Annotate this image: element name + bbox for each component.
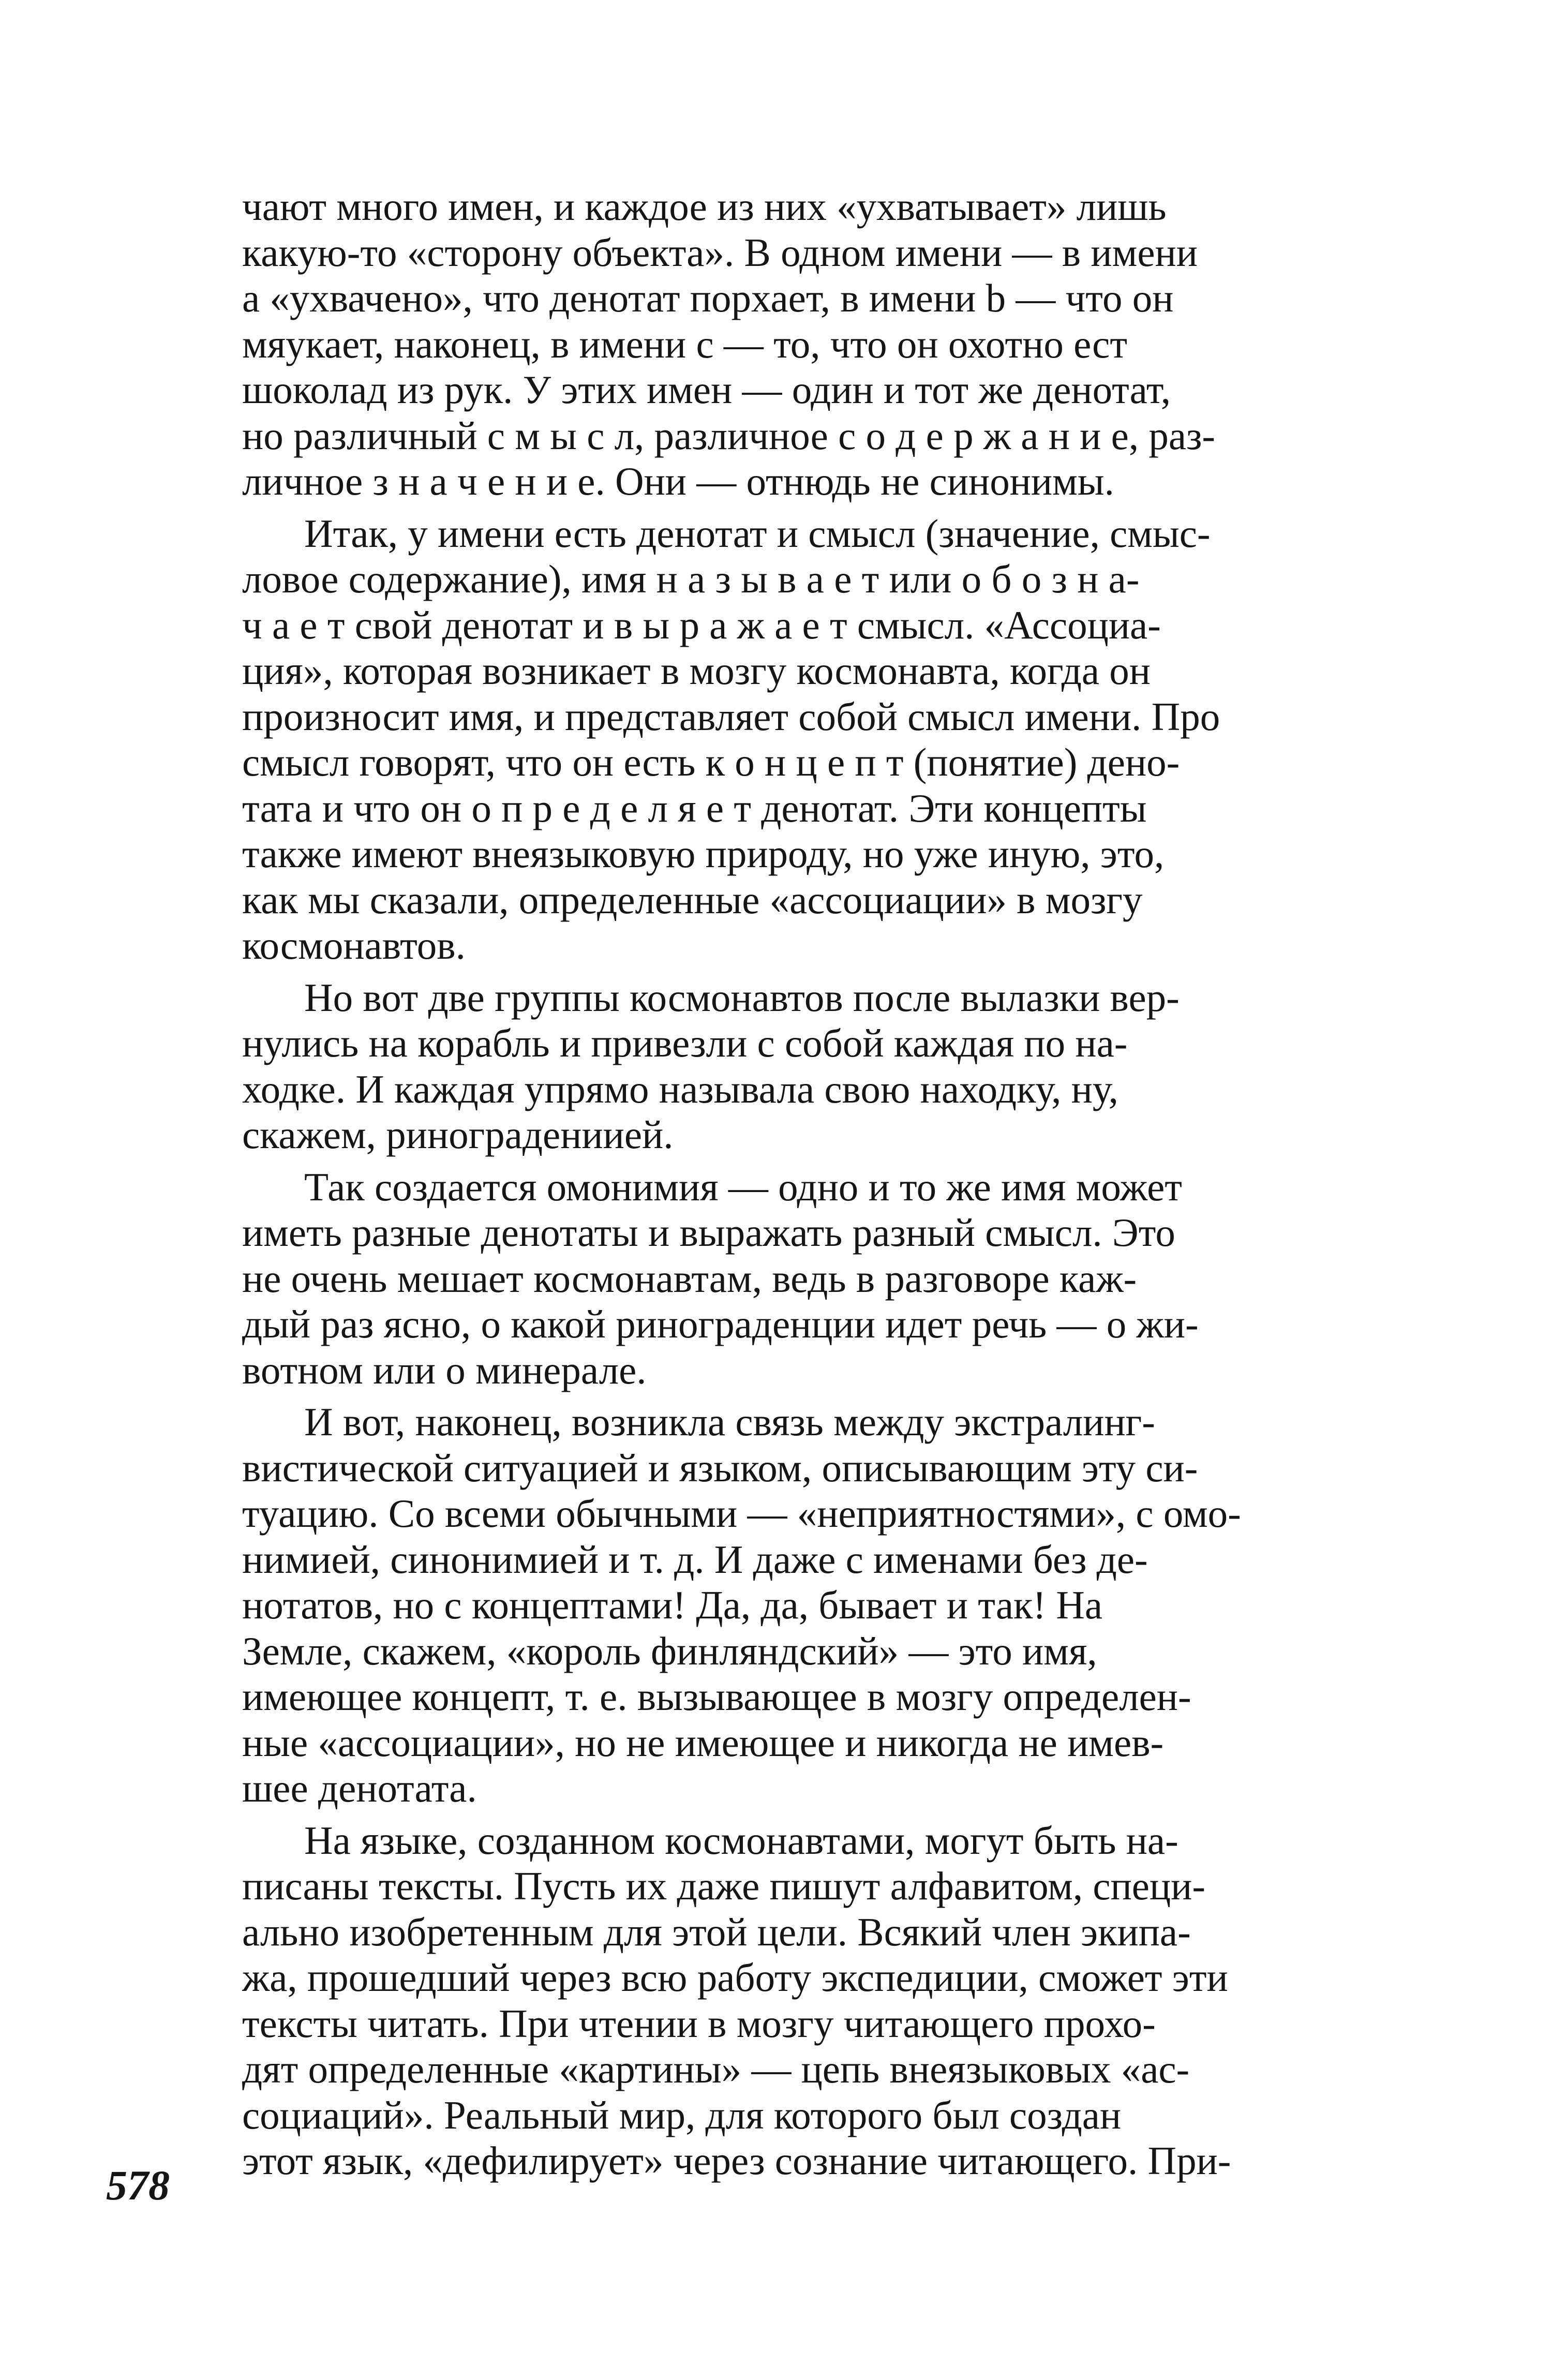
text-line: имеющее концепт, т. е. вызывающее в мозгу определен- [242, 1674, 1191, 1719]
text-line: Так создается омонимия — одно и то же имя может [304, 1164, 1182, 1209]
text-line: тата и что он о п р е д е л я е т денотат. Эти концепты [242, 785, 1147, 830]
text-line: чают много имен, и каждое из них «ухватывает» лишь [242, 184, 1167, 229]
page-number: 578 [106, 2162, 170, 2209]
paragraph [242, 975, 1450, 1158]
paragraph-gap [242, 504, 1450, 511]
paragraph [242, 184, 1450, 504]
text-line: ные «ассоциации», но не имеющее и никогда не имев- [242, 1720, 1164, 1765]
text-line: но различный с м ы с л, различное с о д е р ж а н и е, раз- [242, 413, 1216, 458]
text-line: этот язык, «дефилирует» через сознание читающего. При- [242, 2138, 1231, 2183]
text-line: вистической ситуацией и языком, описывающим эту си- [242, 1445, 1198, 1490]
text-line: На языке, созданном космонавтами, могут быть на- [304, 1818, 1178, 1863]
text-line: дый раз ясно, о какой ринограденции идет речь — о жи- [242, 1302, 1199, 1346]
text-line: Итак, у имени есть денотат и смысл (значение, смыс- [304, 511, 1211, 556]
text-line: ходке. И каждая упрямо называла свою находку, ну, [242, 1066, 1118, 1111]
text-line: нотатов, но с концептами! Да, да, бывает и так! На [242, 1583, 1103, 1627]
text-line: a «ухвачено», что денотат порхает, в имени b — что он [242, 276, 1174, 320]
text-line: И вот, наконец, возникла связь между экстралинг- [304, 1400, 1155, 1444]
text-line: тексты читать. При чтении в мозгу читающего прохо- [242, 2001, 1156, 2046]
paragraph-gap [242, 1393, 1450, 1399]
text-line: ально изобретенным для этой цели. Всякий член экипа- [242, 1909, 1191, 1954]
text-line: какую-то «сторону объекта». В одном имени — в имени [242, 230, 1198, 275]
text-line: не очень мешает космонавтам, ведь в разговоре каж- [242, 1256, 1137, 1301]
paragraph-gap [242, 969, 1450, 975]
paragraph [242, 1164, 1450, 1393]
text-line: вотном или о минерале. [242, 1347, 647, 1392]
text-line: шее денотата. [242, 1766, 477, 1810]
text-line: шоколад из рук. У этих имен — один и тот же денотат, [242, 367, 1171, 412]
text-line: Но вот две группы космонавтов после вылазки вер- [304, 975, 1180, 1020]
text-line: мяукает, наконец, в имени c — то, что он охотно ест [242, 321, 1127, 366]
text-line: личное з н а ч е н и е. Они — отнюдь не синонимы. [242, 459, 1114, 503]
text-line: ция», которая возникает в мозгу космонавта, когда он [242, 648, 1151, 693]
text-line: также имеют внеязыковую природу, но уже иную, это, [242, 831, 1165, 876]
text-line: как мы сказали, определенные «ассоциации» в мозгу [242, 877, 1143, 922]
paragraph-gap [242, 1811, 1450, 1818]
text-line: ловое содержание), имя н а з ы в а е т или о б о з н а- [242, 557, 1140, 601]
text-line: скажем, риноградениией. [242, 1112, 674, 1157]
paragraph [242, 511, 1450, 969]
paragraph-gap [242, 1158, 1450, 1164]
paragraph [242, 1399, 1450, 1811]
text-line: социаций». Реальный мир, для которого был создан [242, 2092, 1122, 2137]
text-line: иметь разные денотаты и выражать разный смысл. Это [242, 1210, 1175, 1255]
text-line: туацию. Со всеми обычными — «неприятностями», с омо- [242, 1491, 1241, 1536]
text-line: произносит имя, и представляет собой смысл имени. Про [242, 694, 1220, 739]
text-line: Земле, скажем, «король финляндский» — это имя, [242, 1628, 1097, 1673]
text-line: смысл говорят, что он есть к о н ц е п т (понятие) дено- [242, 740, 1180, 784]
text-line: жа, прошедший через всю работу экспедиции, сможет эти [242, 1955, 1228, 2000]
paragraph [242, 1818, 1450, 2184]
text-line: писаны тексты. Пусть их даже пишут алфавитом, специ- [242, 1864, 1206, 1908]
text-line: нимией, синонимией и т. д. И даже с именами без де- [242, 1537, 1148, 1582]
text-line: нулись на корабль и привезли с собой каждая по на- [242, 1021, 1128, 1065]
text-line: дят определенные «картины» — цепь внеязыковых «ас- [242, 2047, 1190, 2091]
text-line: космонавтов. [242, 923, 466, 968]
body-text [242, 184, 1450, 2184]
text-line: ч а е т свой денотат и в ы р а ж а е т смысл. «Ассоциа- [242, 602, 1161, 647]
